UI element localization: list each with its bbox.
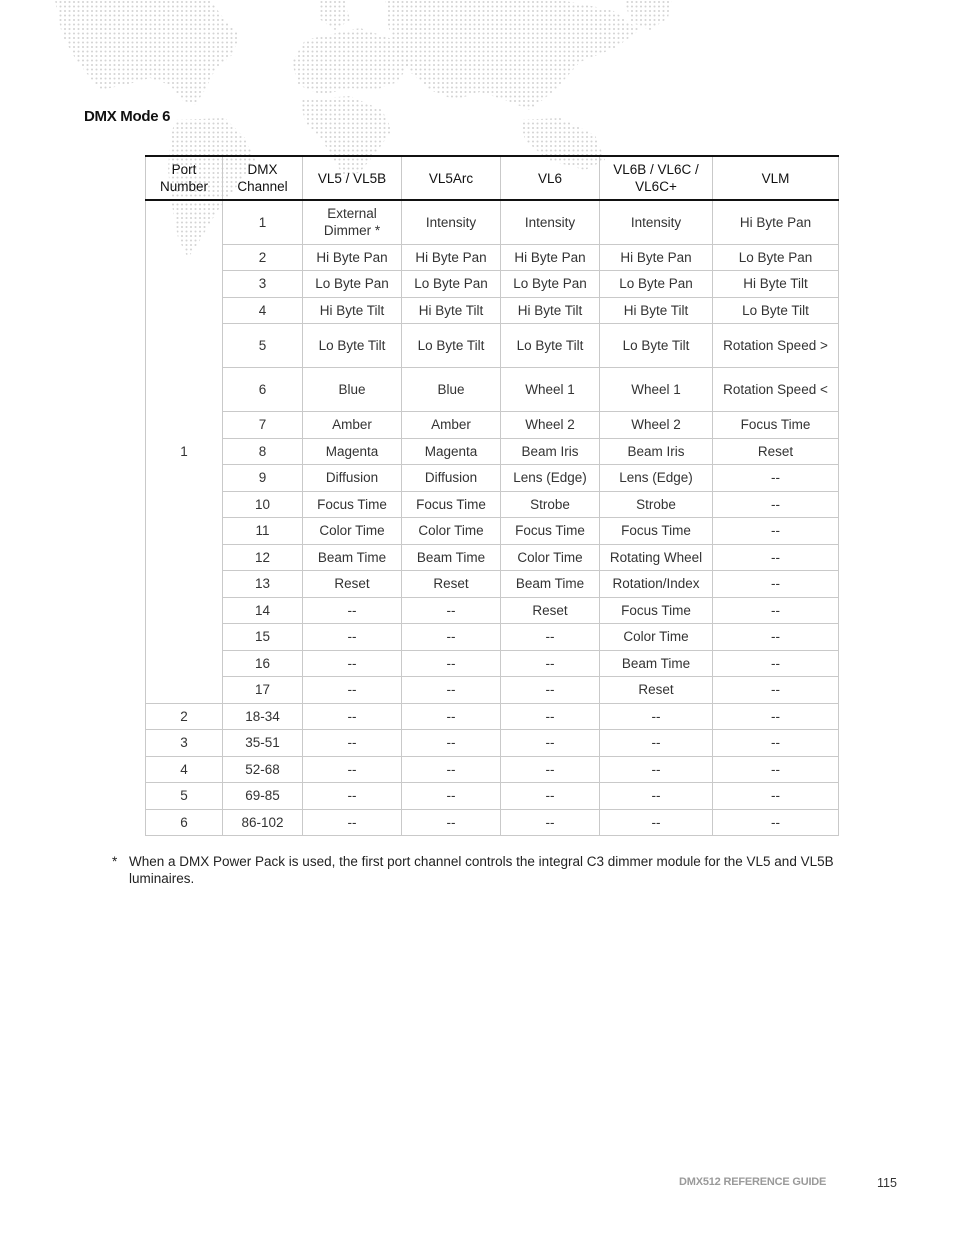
table-cell: Wheel 2 xyxy=(600,412,713,439)
table-cell: Reset xyxy=(713,438,839,465)
port-number-cell: 5 xyxy=(146,783,223,810)
table-cell: Intensity xyxy=(501,200,600,244)
table-row xyxy=(146,571,839,598)
table-cell: Reset xyxy=(402,571,501,598)
table-cell: Lo Byte Pan xyxy=(402,271,501,298)
table-cell: Lo Byte Pan xyxy=(600,271,713,298)
table-cell: Blue xyxy=(303,368,402,412)
table-cell: Strobe xyxy=(501,491,600,518)
table-cell: Beam Time xyxy=(303,544,402,571)
table-cell: 10 xyxy=(223,491,303,518)
table-cell: 35-51 xyxy=(223,730,303,757)
table-cell: Rotation Speed > xyxy=(713,324,839,368)
table-cell: -- xyxy=(713,650,839,677)
table-cell: Hi Byte Tilt xyxy=(303,297,402,324)
table-cell: -- xyxy=(303,703,402,730)
table-cell: -- xyxy=(402,624,501,651)
footnote xyxy=(112,853,872,887)
table-cell: -- xyxy=(713,518,839,545)
table-cell: Lo Byte Tilt xyxy=(402,324,501,368)
port-number-cell: 3 xyxy=(146,730,223,757)
table-cell: Lo Byte Pan xyxy=(501,271,600,298)
table-cell: -- xyxy=(501,650,600,677)
table-cell: Hi Byte Pan xyxy=(713,200,839,244)
header-vl6: VL6 xyxy=(501,156,600,200)
table-cell: -- xyxy=(713,624,839,651)
table-cell: Color Time xyxy=(600,624,713,651)
table-row xyxy=(146,297,839,324)
table-row xyxy=(146,703,839,730)
table-cell: 8 xyxy=(223,438,303,465)
table-row xyxy=(146,412,839,439)
port-number-cell: 4 xyxy=(146,756,223,783)
table-cell: 5 xyxy=(223,324,303,368)
footnote-mark: * xyxy=(112,854,118,869)
table-cell: Wheel 2 xyxy=(501,412,600,439)
table-cell: Amber xyxy=(303,412,402,439)
table-cell: 11 xyxy=(223,518,303,545)
table-cell: Hi Byte Pan xyxy=(501,244,600,271)
header-vl5: VL5 / VL5B xyxy=(303,156,402,200)
table-cell: Hi Byte Tilt xyxy=(713,271,839,298)
table-row xyxy=(146,597,839,624)
table-row xyxy=(146,271,839,298)
table-cell: 2 xyxy=(223,244,303,271)
table-cell: -- xyxy=(303,783,402,810)
table-row xyxy=(146,368,839,412)
table-cell: Focus Time xyxy=(600,597,713,624)
table-cell: 4 xyxy=(223,297,303,324)
table-cell: Beam Time xyxy=(501,571,600,598)
table-cell: Diffusion xyxy=(402,465,501,492)
table-cell: -- xyxy=(713,544,839,571)
table-cell: -- xyxy=(501,756,600,783)
table-cell: Rotation Speed < xyxy=(713,368,839,412)
table-cell: -- xyxy=(713,491,839,518)
table-cell: Wheel 1 xyxy=(600,368,713,412)
table-cell: Focus Time xyxy=(402,491,501,518)
table-row xyxy=(146,677,839,704)
table-cell: Focus Time xyxy=(713,412,839,439)
table-cell: -- xyxy=(303,650,402,677)
table-cell: 9 xyxy=(223,465,303,492)
table-cell: 3 xyxy=(223,271,303,298)
header-vl6b: VL6B / VL6C / VL6C+ xyxy=(600,156,713,200)
table-cell: Hi Byte Tilt xyxy=(402,297,501,324)
table-cell: Beam Iris xyxy=(501,438,600,465)
table-cell: 17 xyxy=(223,677,303,704)
port-number-cell: 2 xyxy=(146,703,223,730)
table-cell: Lo Byte Pan xyxy=(713,244,839,271)
table-cell: Beam Time xyxy=(600,650,713,677)
table-cell: 52-68 xyxy=(223,756,303,783)
header-vl5arc: VL5Arc xyxy=(402,156,501,200)
table-cell: -- xyxy=(303,809,402,836)
table-cell: -- xyxy=(501,703,600,730)
table-cell: Color Time xyxy=(402,518,501,545)
table-cell: -- xyxy=(713,809,839,836)
table-row xyxy=(146,438,839,465)
table-cell: -- xyxy=(713,465,839,492)
table-cell: Wheel 1 xyxy=(501,368,600,412)
footer-guide-title: DMX512 REFERENCE GUIDE xyxy=(679,1176,827,1188)
table-cell: Magenta xyxy=(303,438,402,465)
table-cell: -- xyxy=(402,730,501,757)
table-cell: Reset xyxy=(600,677,713,704)
table-row xyxy=(146,783,839,810)
table-cell: Focus Time xyxy=(501,518,600,545)
section-title: DMX Mode 6 xyxy=(84,108,171,125)
table-row xyxy=(146,650,839,677)
table-cell: -- xyxy=(402,650,501,677)
table-cell: Rotating Wheel xyxy=(600,544,713,571)
table-cell: Reset xyxy=(501,597,600,624)
table-cell: Lens (Edge) xyxy=(501,465,600,492)
table-cell: Hi Byte Pan xyxy=(402,244,501,271)
table-cell: -- xyxy=(713,677,839,704)
table-cell: Hi Byte Pan xyxy=(600,244,713,271)
table-cell: 86-102 xyxy=(223,809,303,836)
table-cell: -- xyxy=(303,756,402,783)
table-cell: 18-34 xyxy=(223,703,303,730)
table-cell: -- xyxy=(600,756,713,783)
table-cell: Intensity xyxy=(600,200,713,244)
table-row xyxy=(146,200,839,244)
header-dmx-channel: DMX Channel xyxy=(223,156,303,200)
table-cell: 14 xyxy=(223,597,303,624)
footnote-text: When a DMX Power Pack is used, the first port channel controls the integral C3 dimmer module for the VL5 and VL5B luminaires. xyxy=(129,854,834,886)
table-cell: 16 xyxy=(223,650,303,677)
table-cell: Hi Byte Tilt xyxy=(501,297,600,324)
table-cell: Lo Byte Tilt xyxy=(600,324,713,368)
table-cell: -- xyxy=(303,624,402,651)
table-cell: Hi Byte Tilt xyxy=(600,297,713,324)
table-cell: Lo Byte Tilt xyxy=(713,297,839,324)
table-cell: -- xyxy=(402,809,501,836)
table-cell: Diffusion xyxy=(303,465,402,492)
table-cell: -- xyxy=(501,809,600,836)
table-cell: -- xyxy=(600,783,713,810)
table-cell: -- xyxy=(501,677,600,704)
table-cell: Beam Iris xyxy=(600,438,713,465)
table-cell: -- xyxy=(402,597,501,624)
table-cell: -- xyxy=(303,677,402,704)
table-cell: -- xyxy=(303,730,402,757)
table-cell: External Dimmer * xyxy=(303,200,402,244)
table-row xyxy=(146,624,839,651)
table-cell: 7 xyxy=(223,412,303,439)
table-cell: -- xyxy=(402,756,501,783)
dmx-mode-table xyxy=(145,155,839,836)
table-cell: Color Time xyxy=(303,518,402,545)
table-cell: -- xyxy=(402,703,501,730)
table-row xyxy=(146,465,839,492)
table-cell: Strobe xyxy=(600,491,713,518)
table-cell: -- xyxy=(501,783,600,810)
port-number-cell: 1 xyxy=(146,200,223,703)
table-cell: 6 xyxy=(223,368,303,412)
table-cell: -- xyxy=(600,703,713,730)
table-row xyxy=(146,809,839,836)
table-cell: 13 xyxy=(223,571,303,598)
table-cell: 1 xyxy=(223,200,303,244)
table-cell: -- xyxy=(600,809,713,836)
table-cell: Magenta xyxy=(402,438,501,465)
table-cell: -- xyxy=(501,730,600,757)
table-cell: -- xyxy=(303,597,402,624)
table-row xyxy=(146,756,839,783)
table-cell: Color Time xyxy=(501,544,600,571)
table-cell: Rotation/Index xyxy=(600,571,713,598)
table-cell: 12 xyxy=(223,544,303,571)
table-cell: -- xyxy=(600,730,713,757)
table-body xyxy=(146,200,839,836)
table-cell: Amber xyxy=(402,412,501,439)
table-cell: 69-85 xyxy=(223,783,303,810)
table-cell: -- xyxy=(713,597,839,624)
table-cell: Lens (Edge) xyxy=(600,465,713,492)
table-cell: 15 xyxy=(223,624,303,651)
table-cell: -- xyxy=(713,783,839,810)
page-number: 115 xyxy=(877,1176,897,1190)
table-cell: Intensity xyxy=(402,200,501,244)
header-vlm: VLM xyxy=(713,156,839,200)
table-cell: Reset xyxy=(303,571,402,598)
table-cell: Lo Byte Tilt xyxy=(303,324,402,368)
table-cell: Focus Time xyxy=(303,491,402,518)
table-cell: -- xyxy=(713,571,839,598)
port-number-cell: 6 xyxy=(146,809,223,836)
table-row xyxy=(146,544,839,571)
table-cell: Lo Byte Pan xyxy=(303,271,402,298)
table-header-row xyxy=(146,156,839,200)
table-cell: -- xyxy=(713,730,839,757)
table-cell: Lo Byte Tilt xyxy=(501,324,600,368)
table-cell: Focus Time xyxy=(600,518,713,545)
table-cell: -- xyxy=(713,756,839,783)
table-row xyxy=(146,730,839,757)
table-cell: Blue xyxy=(402,368,501,412)
table-cell: -- xyxy=(402,677,501,704)
header-port-number: Port Number xyxy=(146,156,223,200)
table-row xyxy=(146,324,839,368)
table-row xyxy=(146,518,839,545)
table-cell: -- xyxy=(501,624,600,651)
table-cell: Beam Time xyxy=(402,544,501,571)
table-row xyxy=(146,491,839,518)
table-row xyxy=(146,244,839,271)
table-cell: -- xyxy=(713,703,839,730)
table-cell: -- xyxy=(402,783,501,810)
table-cell: Hi Byte Pan xyxy=(303,244,402,271)
